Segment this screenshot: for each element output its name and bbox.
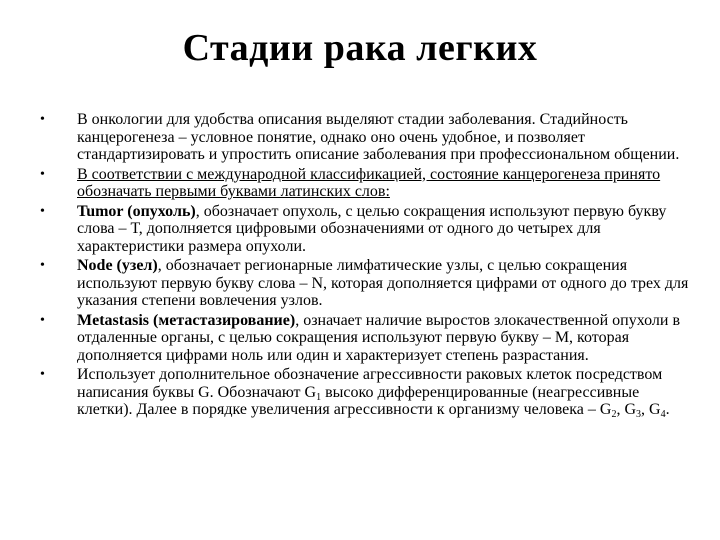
list-item	[40, 203, 690, 256]
bullet-icon: •	[40, 112, 45, 127]
item-text: , означает наличие выростов злокачественной опухоли в отдаленные органы, с целью сокращения используют первую букву – М, которая дополняется цифрами ноль или один и характеризует степень разрастания.	[77, 311, 681, 364]
list-item	[40, 166, 690, 201]
bullet-icon: •	[40, 166, 45, 182]
list-item	[40, 257, 690, 310]
bullet-icon: •	[40, 258, 45, 273]
item-text: .	[665, 401, 670, 418]
bullet-icon: •	[40, 312, 45, 328]
item-text: , обозначает регионарные лимфатические узлы, с целью сокращения используют первую букву слова – N, которая дополняется цифрами от одного до трех для указания степени вовлечения узлов.	[77, 257, 689, 309]
item-text: , G	[616, 401, 637, 418]
bullet-list	[40, 111, 690, 421]
list-item	[40, 312, 690, 365]
bullet-icon: •	[40, 367, 45, 382]
item-text: В онкологии для удобства описания выделяют стадии заболевания. Стадийность канцерогенеза – условное понятие, однако оно очень удобное, и позволяет стандартизировать и упростить описание заболевания при профессиональном общении.	[77, 111, 680, 163]
bullet-icon: •	[40, 203, 45, 219]
item-term: Node (узел)	[77, 257, 158, 274]
item-text: , обозначает опухоль, с целью сокращения используют первую букву слова – Т, дополняется цифровыми обозначениями от одного до четырех для характеристики размера опухоли.	[77, 202, 667, 255]
item-text: В соответствии с международной классификацией, состояние канцерогенеза принято обозначать первыми буквами латинских слов:	[77, 165, 661, 200]
list-item	[40, 366, 690, 419]
subscript: 1	[316, 391, 322, 403]
item-text: , G	[641, 401, 661, 418]
list-item	[40, 111, 690, 164]
item-term: Tumor (опухоль)	[77, 202, 196, 220]
subscript: 2	[611, 409, 617, 420]
item-text: высоко дифференцированные (неагрессивные клетки). Далее в порядке увеличения агрессивности к организму человека – G	[77, 383, 640, 418]
subscript: 4	[660, 409, 666, 420]
subscript: 3	[636, 409, 642, 420]
item-term: Metastasis (метастазирование)	[77, 311, 296, 329]
slide-title: Стадии рака легких	[182, 27, 538, 69]
item-text: Использует дополнительное обозначение агрессивности раковых клеток посредством написания буквы G. Обозначают G	[77, 366, 663, 401]
